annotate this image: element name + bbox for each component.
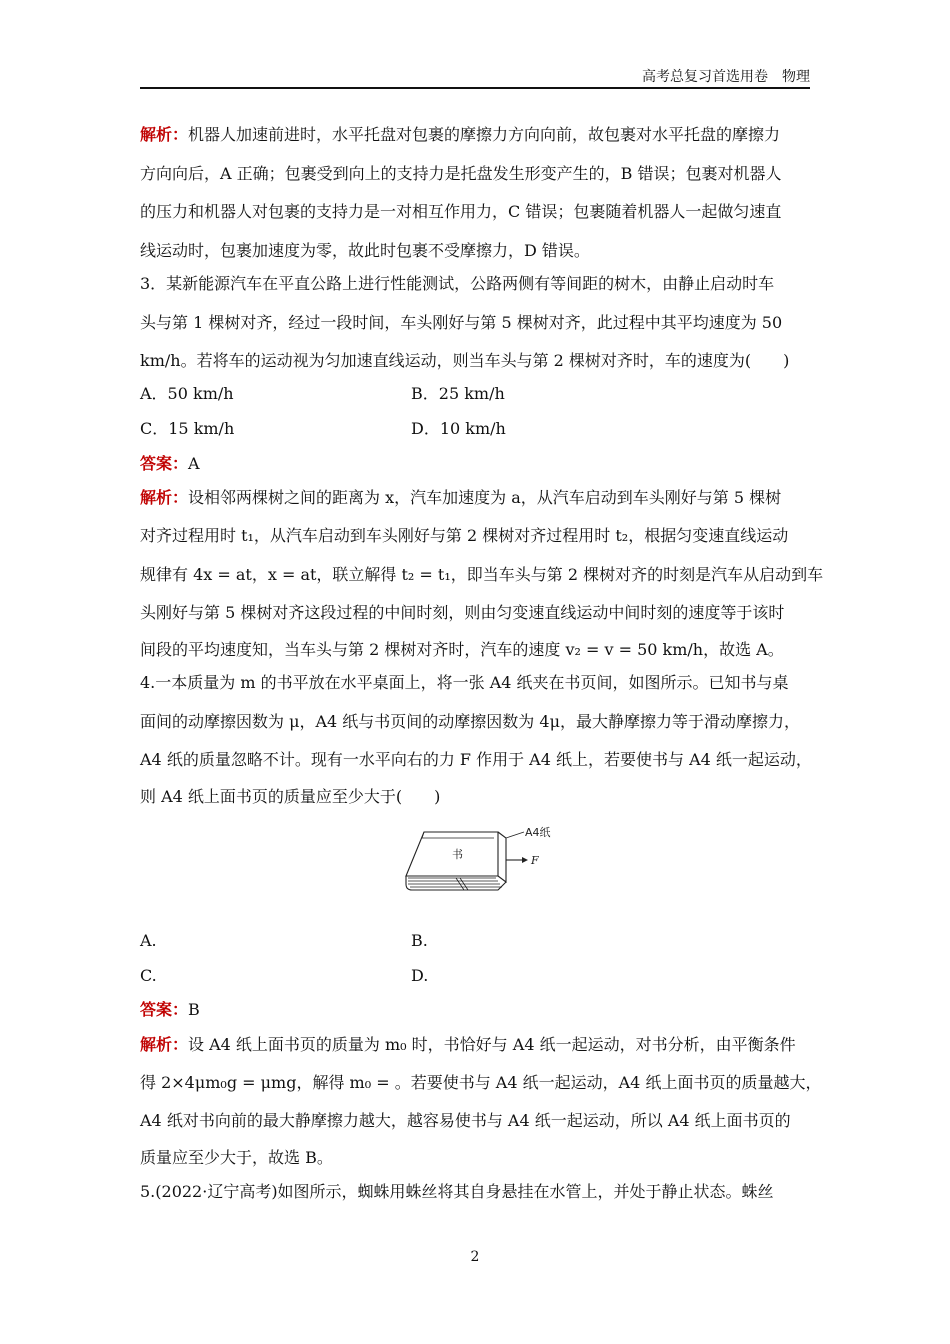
book-figure — [398, 826, 558, 898]
q4-option-d: D. — [411, 966, 429, 985]
book-spine-edge — [498, 832, 506, 882]
page-header: 高考总复习首选用卷 物理 — [642, 69, 810, 85]
q2-analysis-line-2: 方向向后，A 正确；包裹受到向上的支持力是托盘发生形变产生的，B 错误；包裹对机器人 — [140, 164, 782, 183]
q4-stem-line-4: 则 A4 纸上面书页的质量应至少大于( ) — [140, 787, 441, 806]
force-arrowhead — [522, 857, 528, 863]
q3-option-a: A．50 km/h — [140, 384, 234, 403]
force-label: F — [531, 854, 539, 867]
q4-analysis-label: 解析： — [140, 1035, 189, 1054]
q5-stem-line-1: 5.(2022·辽宁高考)如图所示，蜘蛛用蛛丝将其自身悬挂在水管上，并处于静止状态。蛛丝 — [140, 1182, 774, 1201]
q2-analysis-line-4: 线运动时，包裹加速度为零，故此时包裹不受摩擦力，D 错误。 — [140, 241, 590, 260]
q3-option-d: D．10 km/h — [411, 419, 506, 438]
page-number: 2 — [470, 1249, 480, 1265]
book-pages — [408, 878, 502, 887]
q4-answer-line — [140, 999, 812, 1021]
a4-paper-label: A4纸 — [525, 826, 551, 839]
q4-analysis-line-1 — [140, 1034, 812, 1056]
q4-option-a: A. — [140, 931, 157, 950]
a4-paper — [422, 832, 494, 838]
header-rule — [140, 87, 810, 89]
q4-analysis-line-3: A4 纸对书向前的最大静摩擦力越大，越容易使书与 A4 纸一起运动，所以 A4 纸上面书页的 — [140, 1111, 791, 1130]
q3-analysis-line-5: 间段的平均速度知，当车头与第 2 棵树对齐时，汽车的速度 v₂ = v = 50 km/h，故选 A。 — [140, 640, 784, 659]
q3-analysis-line-3: 规律有 4x = at，x = at，联立解得 t₂ = t₁，即当车头与第 2 棵树对齐的时刻是汽车从启动到车 — [140, 565, 824, 584]
q4-stem-line-2: 面间的动摩擦因数为 μ，A4 纸与书页间的动摩擦因数为 4μ，最大静摩擦力等于滑动摩擦力， — [140, 712, 800, 731]
q3-answer-label: 答案： — [140, 454, 189, 473]
q4-option-b: B. — [411, 931, 428, 950]
q4-analysis-line-2: 得 2×4μm₀g = μmg，解得 m₀ = 。若要使书与 A4 纸一起运动，A4 纸上面书页的质量越大， — [140, 1073, 822, 1092]
q3-analysis-line-4: 头刚好与第 5 棵树对齐这段过程的中间时刻，则由匀变速直线运动中间时刻的速度等于该时 — [140, 603, 785, 622]
q3-stem-line-2: 头与第 1 棵树对齐，经过一段时间，车头刚好与第 5 棵树对齐，此过程中其平均速度为 50 — [140, 313, 783, 332]
q3-answer: A — [188, 454, 200, 473]
q3-stem-line-3: km/h。若将车的运动视为匀加速直线运动，则当车头与第 2 棵树对齐时，车的速度为( ) — [140, 351, 790, 370]
q4-answer: B — [188, 1000, 200, 1019]
q3-analysis-label: 解析： — [140, 488, 189, 507]
q3-option-b: B．25 km/h — [411, 384, 505, 403]
q2-analysis-label: 解析： — [140, 125, 189, 144]
book-label: 书 — [452, 848, 463, 861]
q2-analysis-line-1 — [140, 124, 812, 146]
q3-analysis-line-1 — [140, 487, 812, 509]
q4-option-c: C. — [140, 966, 157, 985]
q3-answer-line — [140, 453, 812, 475]
q4-analysis-text-1: 设 A4 纸上面书页的质量为 m₀ 时，书恰好与 A4 纸一起运动，对书分析，由平衡条件 — [188, 1035, 796, 1054]
q3-option-c: C．15 km/h — [140, 419, 235, 438]
q4-stem-line-1: 4.一本质量为 m 的书平放在水平桌面上，将一张 A4 纸夹在书页间，如图所示。已知书与桌 — [140, 673, 789, 692]
paper-leader-line — [506, 832, 524, 838]
q2-analysis-text-1: 机器人加速前进时，水平托盘对包裹的摩擦力方向向前，故包裹对水平托盘的摩擦力 — [188, 125, 781, 144]
q3-analysis-line-2: 对齐过程用时 t₁，从汽车启动到车头刚好与第 2 棵树对齐过程用时 t₂，根据匀变速直线运动 — [140, 526, 789, 545]
q3-analysis-text-1: 设相邻两棵树之间的距离为 x，汽车加速度为 a，从汽车启动到车头刚好与第 5 棵树 — [188, 488, 782, 507]
q2-analysis-line-3: 的压力和机器人对包裹的支持力是一对相互作用力，C 错误；包裹随着机器人一起做匀速直 — [140, 202, 782, 221]
q4-stem-line-3: A4 纸的质量忽略不计。现有一水平向右的力 F 作用于 A4 纸上，若要使书与 A4 纸一起运动， — [140, 750, 812, 769]
q3-stem-line-1: 3．某新能源汽车在平直公路上进行性能测试，公路两侧有等间距的树木，由静止启动时车 — [140, 274, 775, 293]
q4-analysis-line-4: 质量应至少大于，故选 B。 — [140, 1148, 333, 1167]
q4-answer-label: 答案： — [140, 1000, 189, 1019]
